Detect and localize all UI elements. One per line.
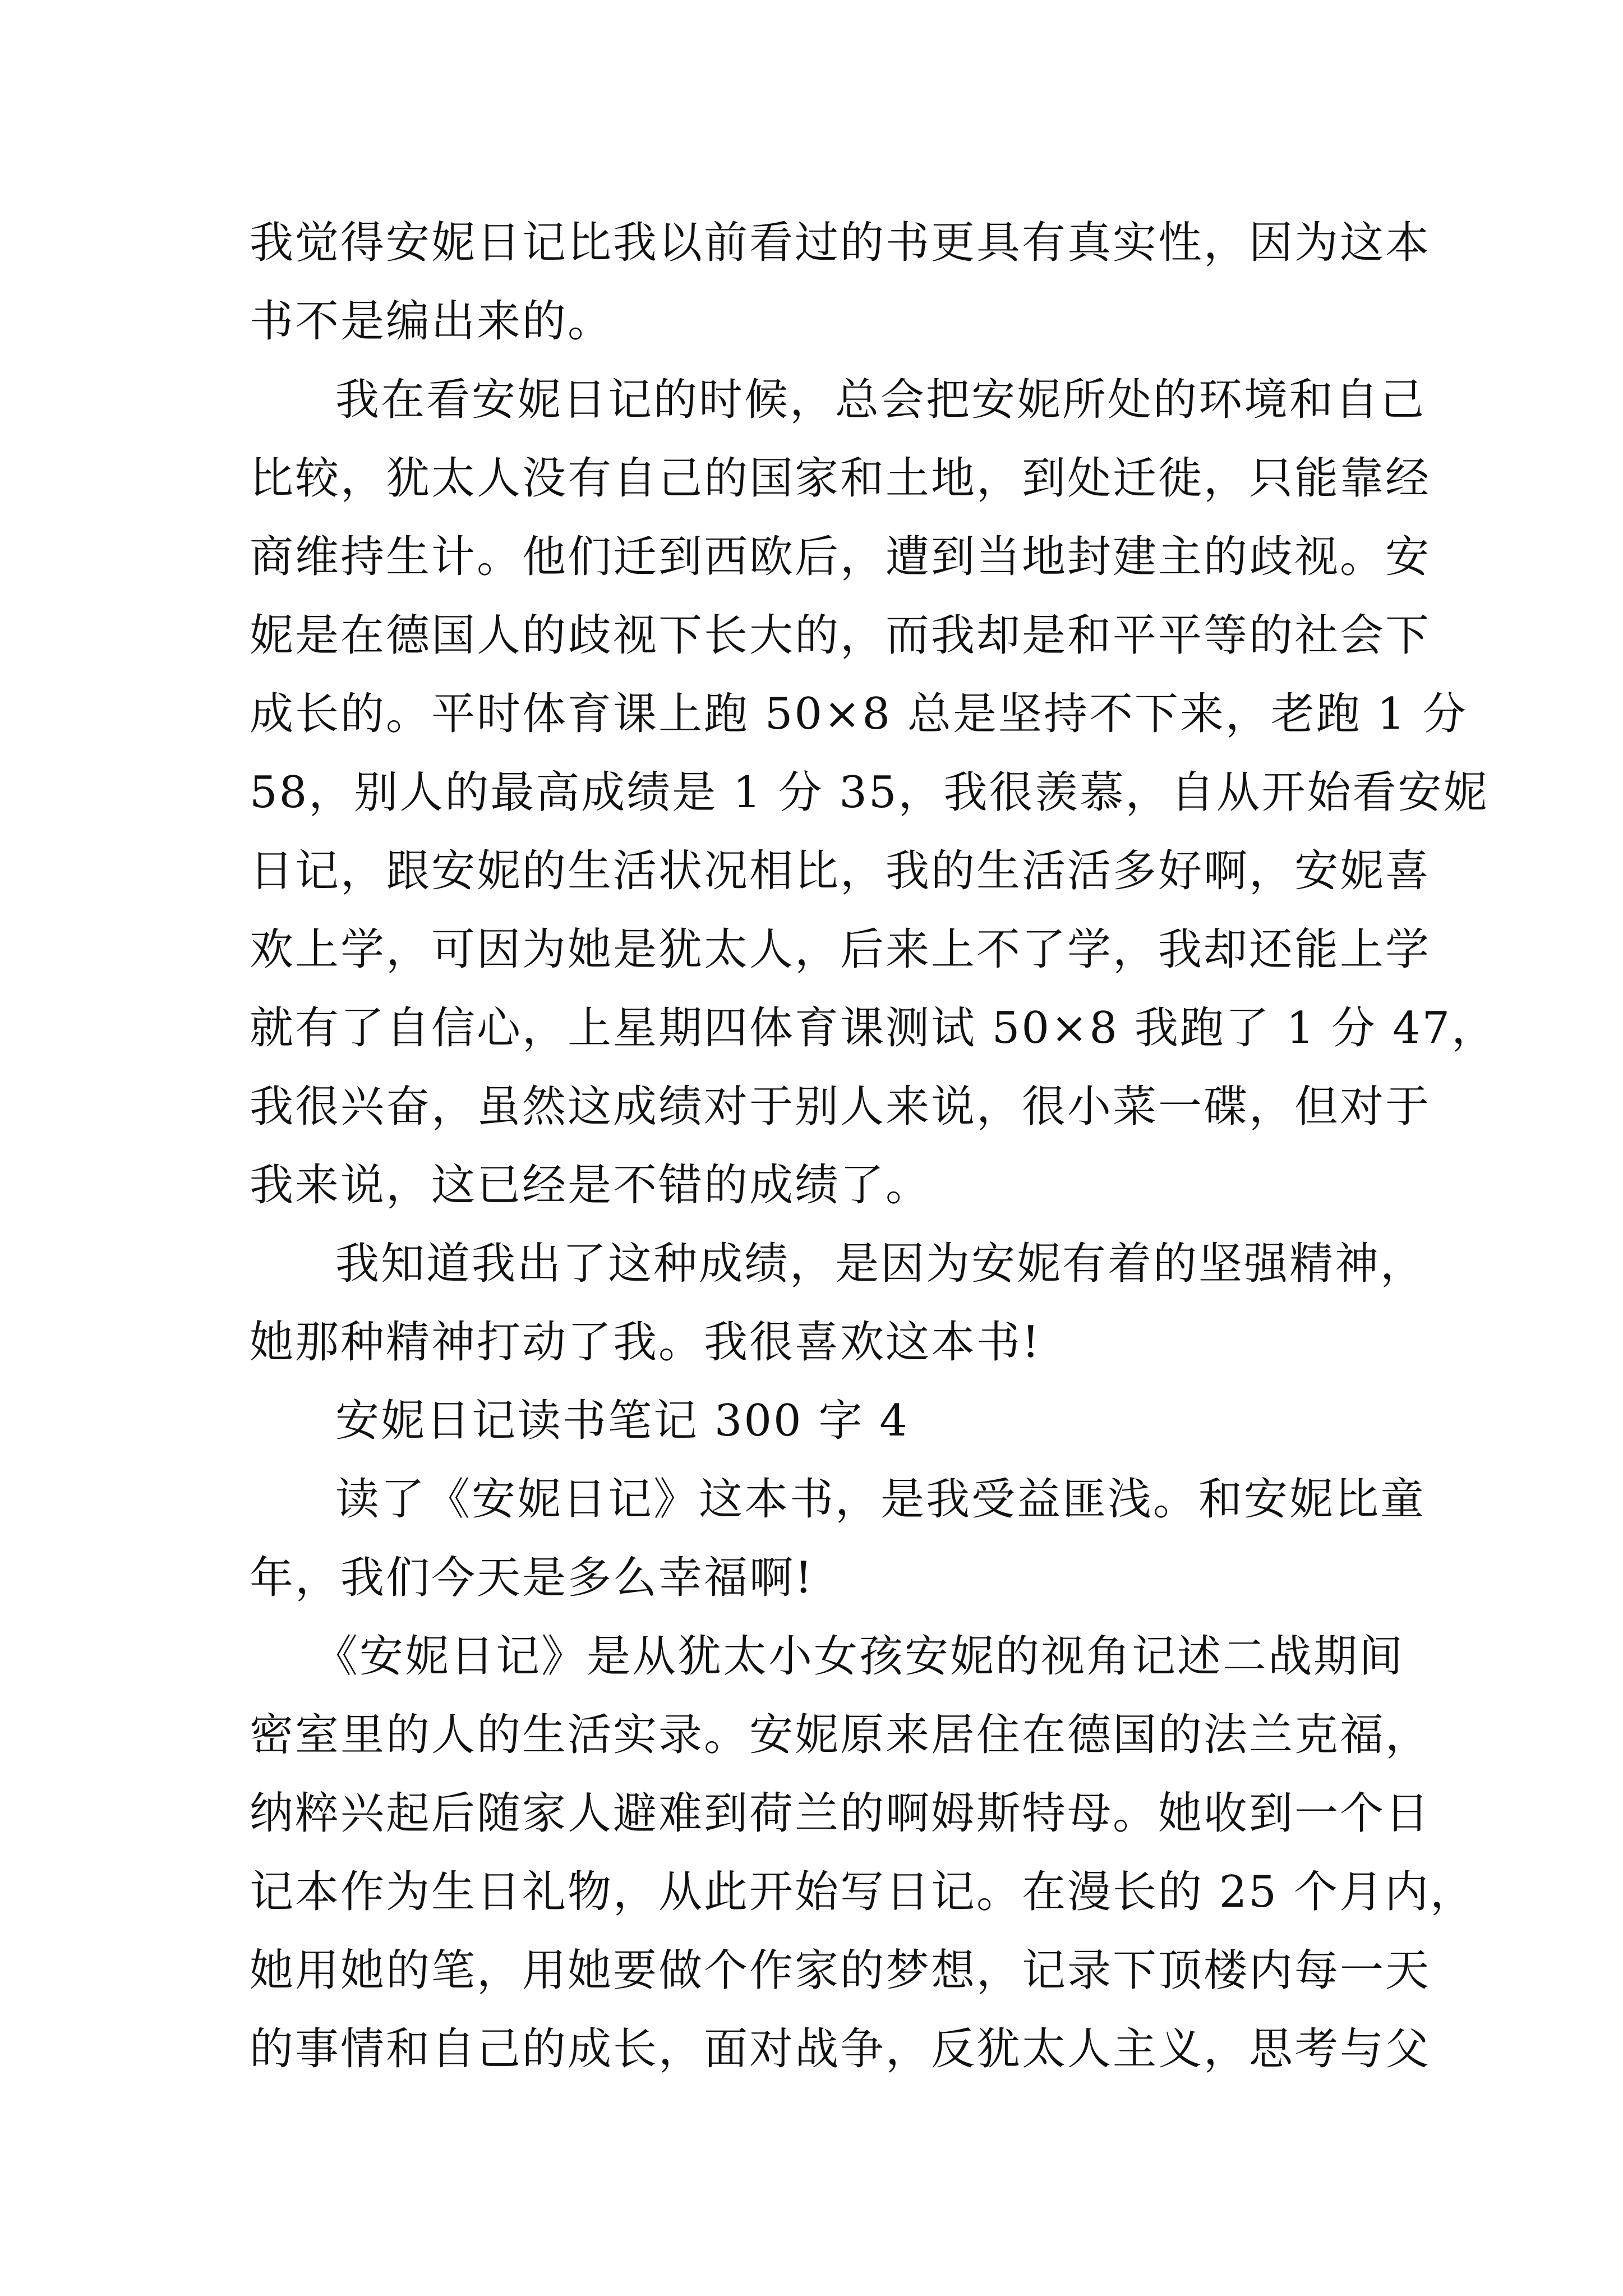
text-line-14: 我知道我出了这种成绩，是因为安妮有着的坚强精神， <box>335 1239 1426 1289</box>
text-line-7: 成长的。平时体育课上跑 50×8 总是坚持不下来，老跑 1 分 <box>250 689 1468 739</box>
section-heading: 安妮日记读书笔记 300 字 4 <box>335 1396 909 1446</box>
text-line-15: 她那种精神打动了我。我很喜欢这本书! <box>250 1317 1041 1368</box>
text-line-21: 纳粹兴起后随家人避难到荷兰的啊姆斯特母。她收到一个日 <box>250 1788 1431 1839</box>
text-line-19: 《安妮日记》是从犹太小女孩安妮的视角记述二战期间 <box>314 1631 1405 1682</box>
text-line-22: 记本作为生日礼物，从此开始写日记。在漫长的 25 个月内， <box>250 1867 1476 1917</box>
text-line-1: 我觉得安妮日记比我以前看过的书更具有真实性，因为这本 <box>250 218 1431 268</box>
text-line-11: 就有了自信心，上星期四体育课测试 50×8 我跑了 1 分 47， <box>250 1003 1497 1053</box>
text-line-9: 日记，跟安妮的生活状况相比，我的生活活多好啊，安妮喜 <box>250 846 1431 896</box>
text-line-18: 年，我们今天是多么幸福啊! <box>250 1553 814 1603</box>
text-line-10: 欢上学，可因为她是犹太人，后来上不了学，我却还能上学 <box>250 924 1431 975</box>
text-line-20: 密室里的人的生活实录。安妮原来居住在德国的法兰克福， <box>250 1710 1431 1760</box>
text-line-6: 妮是在德国人的歧视下长大的，而我却是和平平等的社会下 <box>250 610 1431 661</box>
text-line-23: 她用她的笔，用她要做个作家的梦想，记录下顶楼内每一天 <box>250 1945 1431 1996</box>
text-line-24: 的事情和自己的成长，面对战争，反犹太人主义，思考与父 <box>250 2024 1431 2074</box>
text-line-13: 我来说，这已经是不错的成绩了。 <box>250 1160 932 1211</box>
text-line-8: 58，别人的最高成绩是 1 分 35，我很羡慕，自从开始看安妮 <box>250 767 1489 818</box>
text-line-5: 商维持生计。他们迁到西欧后，遭到当地封建主的歧视。安 <box>250 532 1431 582</box>
text-line-17: 读了《安妮日记》这本书，是我受益匪浅。和安妮比童 <box>335 1474 1426 1525</box>
text-line-3: 我在看安妮日记的时候，总会把安妮所处的环境和自己 <box>335 375 1426 425</box>
text-line-4: 比较，犹太人没有自己的国家和土地，到处迁徙，只能靠经 <box>250 453 1431 504</box>
text-line-2: 书不是编出来的。 <box>250 296 614 347</box>
text-line-12: 我很兴奋，虽然这成绩对于别人来说，很小菜一碟，但对于 <box>250 1082 1431 1132</box>
